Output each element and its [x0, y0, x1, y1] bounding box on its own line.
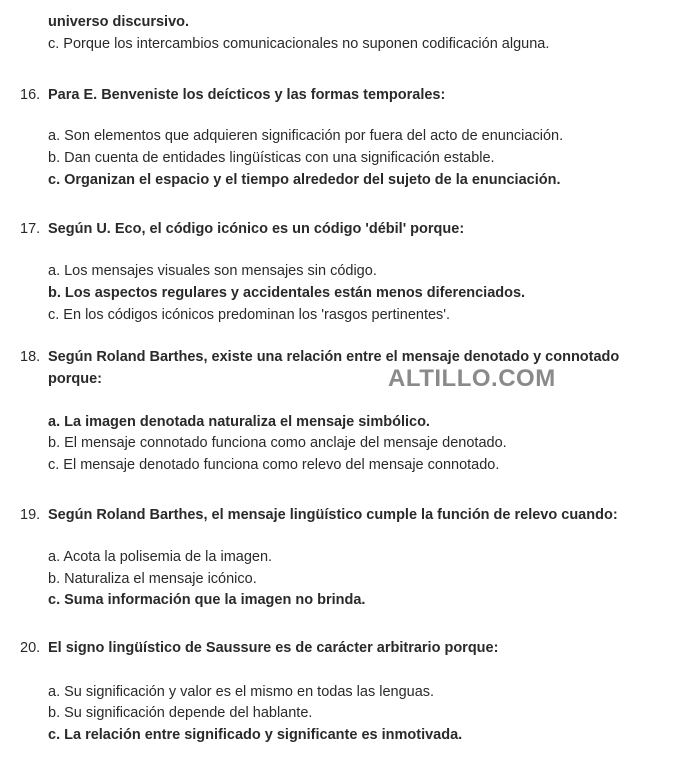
question-number: 18. [20, 349, 41, 365]
option-b: b. Dan cuenta de entidades lingüísticas con una significación estable. [48, 150, 495, 166]
question-text-line2: porque: [48, 371, 102, 387]
option-b: b. Naturaliza el mensaje icónico. [48, 571, 257, 587]
option-b: b. El mensaje connotado funciona como anclaje del mensaje denotado. [48, 435, 507, 451]
option-c: c. Porque los intercambios comunicacionales no suponen codificación alguna. [48, 36, 550, 52]
option-a-correct: a. La imagen denotada naturaliza el mensaje simbólico. [48, 414, 430, 430]
option-c: c. El mensaje denotado funciona como relevo del mensaje connotado. [48, 457, 500, 473]
option-a: a. Los mensajes visuales son mensajes sin código. [48, 263, 377, 279]
option-b-correct: b. Los aspectos regulares y accidentales están menos diferenciados. [48, 285, 526, 301]
option-a: a. Su significación y valor es el mismo en todas las lenguas. [48, 684, 435, 700]
question-number: 20. [20, 640, 41, 656]
question-continuation: universo discursivo. [48, 14, 190, 30]
option-b: b. Su significación depende del hablante. [48, 705, 313, 721]
question-text: Según Roland Barthes, el mensaje lingüístico cumple la función de relevo cuando: [48, 507, 618, 523]
option-a: a. Son elementos que adquieren significación por fuera del acto de enunciación. [48, 128, 564, 144]
question-number: 17. [20, 221, 41, 237]
question-number: 19. [20, 507, 41, 523]
watermark: ALTILLO.COM [388, 365, 556, 392]
question-number: 16. [20, 87, 41, 103]
question-text-line1: Según Roland Barthes, existe una relación entre el mensaje denotado y connotado [48, 349, 620, 365]
question-text: El signo lingüístico de Saussure es de carácter arbitrario porque: [48, 640, 499, 656]
question-text: Para E. Benveniste los deícticos y las formas temporales: [48, 87, 446, 103]
option-a: a. Acota la polisemia de la imagen. [48, 549, 273, 565]
option-c-correct: c. Organizan el espacio y el tiempo alrededor del sujeto de la enunciación. [48, 172, 561, 188]
option-c: c. En los códigos icónicos predominan los 'rasgos pertinentes'. [48, 307, 451, 323]
option-c-correct: c. La relación entre significado y significante es inmotivada. [48, 727, 463, 743]
question-text: Según U. Eco, el código icónico es un código 'débil' porque: [48, 221, 465, 237]
option-c-correct: c. Suma información que la imagen no brinda. [48, 592, 366, 608]
